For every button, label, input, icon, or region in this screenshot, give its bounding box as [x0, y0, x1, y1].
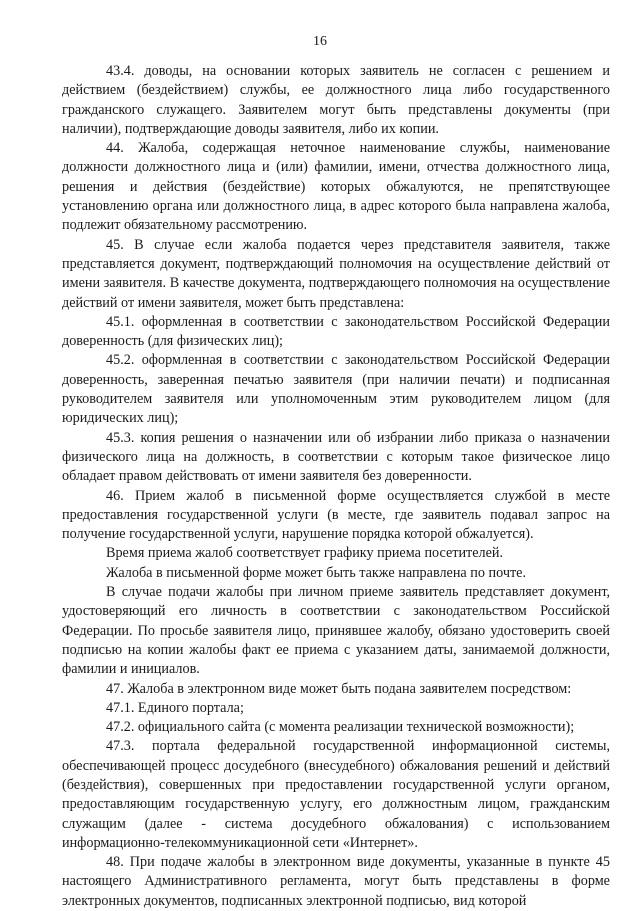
paragraph-46: 46. Прием жалоб в письменной форме осуществляется службой в месте предоставления государственной услуги (в месте, где заявитель подавал запрос на получение государственной услуги, нарушение порядка которой обжалуется).	[62, 487, 610, 543]
paragraph-47-3: 47.3. портала федеральной государственной информационной системы, обеспечивающей процесс досудебного (внесудебного) обжалования решений и действий (бездействия), совершенных при предоставлении государственной услуги органом, предоставляющим государственную услугу, его должностным лицом, гражданским служащим (далее - система досудебного обжалования) с использованием информационно-телекоммуникационной сети «Интернет».	[62, 738, 610, 851]
paragraph-reception-time: Время приема жалоб соответствует графику приема посетителей.	[106, 545, 504, 562]
paragraph-45-2: 45.2. оформленная в соответствии с законодательством Российской Федерации доверенность, заверенная печатью заявителя (при наличии печати) и подписанная руководителем заявителя или уполномоченным этим руководителем лицом (для юридических лиц);	[62, 352, 610, 427]
paragraph-48: 48. При подаче жалобы в электронном виде документы, указанные в пункте 45 настоящего Административного регламента, могут быть представлены в форме электронных документов, подписанных электронной подписью, вид которой	[62, 854, 610, 909]
paragraph-personal-reception: В случае подачи жалобы при личном приеме заявитель представляет документ, удостоверяющий его личность в соответствии с законодательством Российской Федерации. По просьбе заявителя лицо, принявшее жалобу, обязано удостоверить своей подписью на копии жалобы факт ее приема с указанием даты, занимаемой должности, фамилии и инициалов.	[62, 584, 610, 678]
page-number: 16	[313, 34, 327, 49]
paragraph-postal: Жалоба в письменной форме может быть также направлена по почте.	[106, 564, 527, 581]
paragraph-47: 47. Жалоба в электронном виде может быть подана заявителем посредством:	[106, 680, 572, 697]
document-body	[62, 62, 610, 911]
paragraph-45-1: 45.1. оформленная в соответствии с законодательством Российской Федерации доверенность (для физических лиц);	[62, 313, 610, 350]
paragraph-47-1: 47.1. Единого портала;	[106, 699, 244, 716]
paragraph-45: 45. В случае если жалоба подается через представителя заявителя, также представляется документ, подтверждающий полномочия на осуществление действий от имени заявителя. В качестве документа, подтверждающего полномочия на осуществление действий от имени заявителя, может быть представлена:	[62, 236, 610, 311]
paragraph-47-2: 47.2. официального сайта (с момента реализации технической возможности);	[106, 719, 575, 736]
paragraph-43-4: 43.4. доводы, на основании которых заявитель не согласен с решением и действием (бездействием) службы, ее должностного лица либо государственного гражданского служащего. Заявителем могут быть представлены документы (при наличии), подтверждающие доводы заявителя, либо их копии.	[62, 63, 610, 137]
paragraph-45-3: 45.3. копия решения о назначении или об избрании либо приказа о назначении физического лица на должность, в соответствии с которым такое физическое лицо обладает правом действовать от имени заявителя без доверенности.	[62, 429, 610, 485]
paragraph-44: 44. Жалоба, содержащая неточное наименование службы, наименование должности должностного лица и (или) фамилии, имени, отчества должностного лица, решения и действия (бездействие) которых обжалуются, не препятствующее установлению органа или должностного лица, в адрес которого была направлена жалоба, подлежит обязательному рассмотрению.	[62, 140, 610, 234]
